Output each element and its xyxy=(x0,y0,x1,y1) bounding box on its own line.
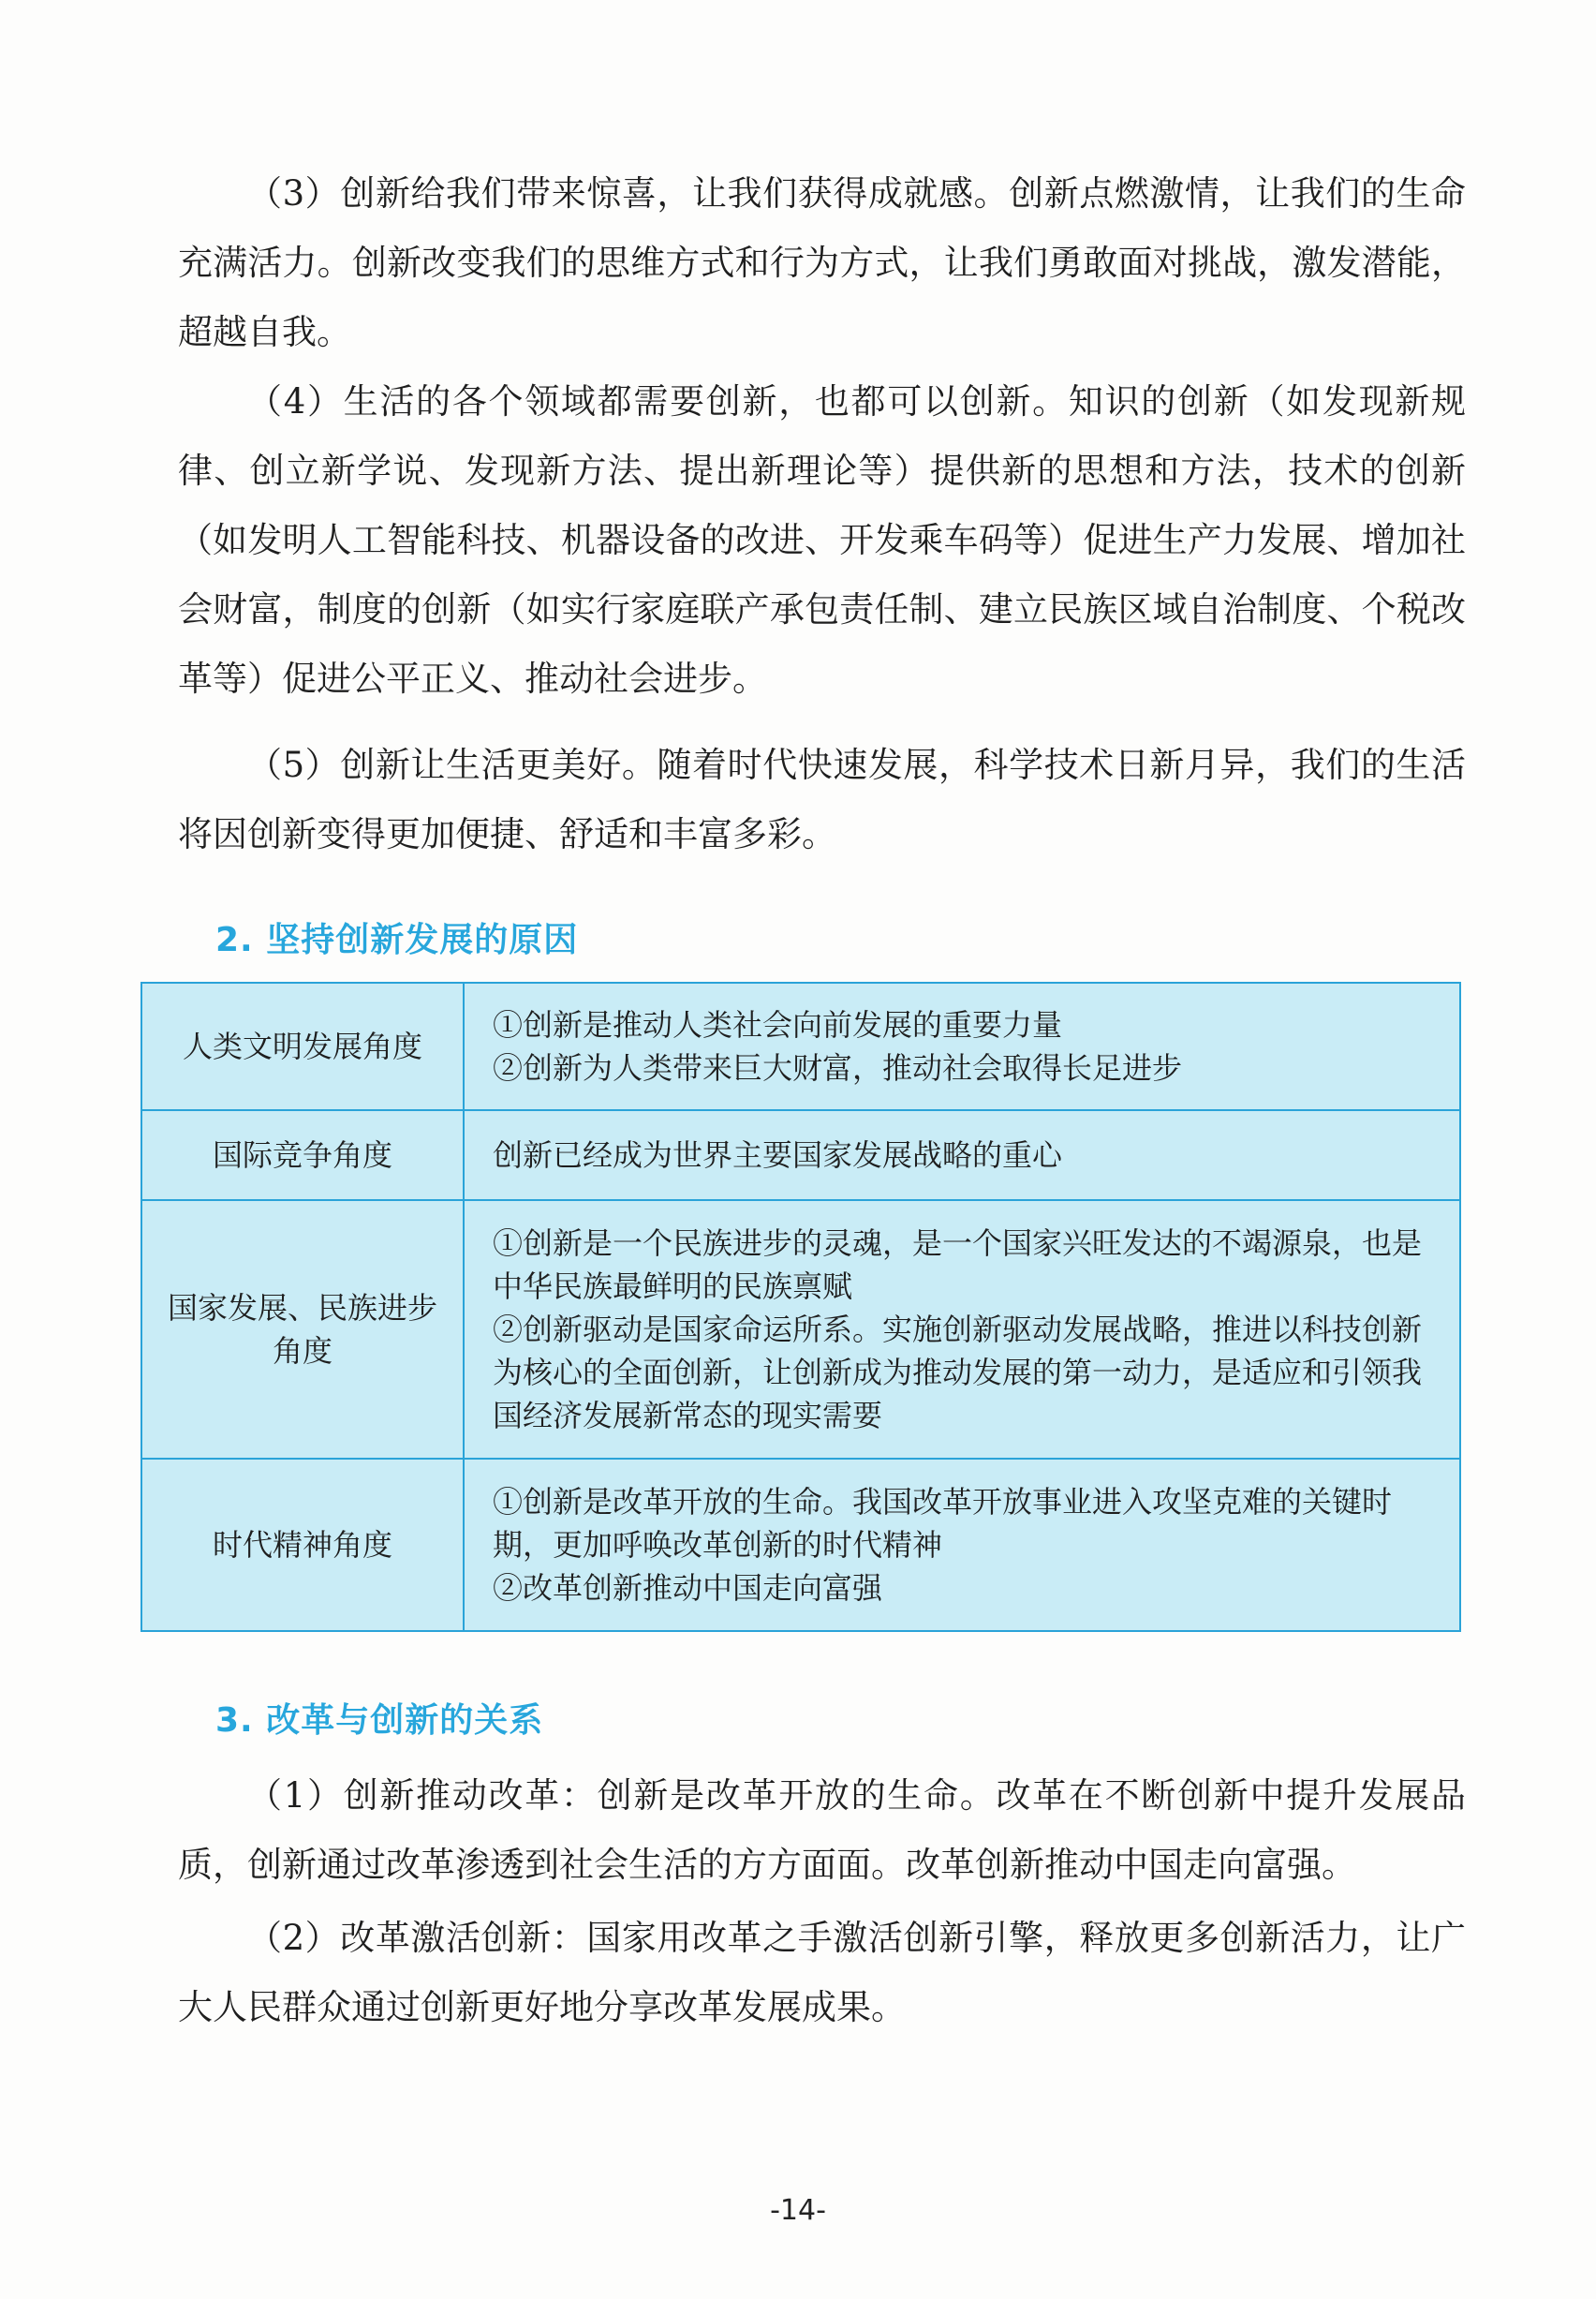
table-row xyxy=(141,1459,1460,1631)
content-line: ①创新是推动人类社会向前发展的重要力量 xyxy=(493,1007,1063,1043)
table-row xyxy=(141,983,1460,1110)
row-content xyxy=(464,1200,1460,1459)
section-heading-reform-innovation: 3. 改革与创新的关系 xyxy=(215,1701,544,1740)
table-row xyxy=(141,1110,1460,1200)
paragraph-reform-1: （1）创新推动改革：创新是改革开放的生命。改革在不断创新中提升发展品质，创新通过改革渗透到社会生活的方方面面。改革创新推动中国走向富强。 xyxy=(178,1775,1466,1885)
paragraph-reform-2: （2）改革激活创新：国家用改革之手激活创新引擎，释放更多创新活力，让广大人民群众通过创新更好地分享改革发展成果。 xyxy=(178,1918,1466,2027)
content-line: ①创新是一个民族进步的灵魂，是一个国家兴旺发达的不竭源泉，也是中华民族最鲜明的民族禀赋 xyxy=(493,1225,1423,1304)
page-number: -14- xyxy=(770,2194,826,2227)
section-heading-innovation-reasons: 2. 坚持创新发展的原因 xyxy=(215,921,579,959)
row-angle-label: 时代精神角度 xyxy=(141,1459,464,1631)
row-content xyxy=(464,1110,1460,1200)
content-line: ①创新是改革开放的生命。我国改革开放事业进入攻坚克难的关键时期，更加呼唤改革创新的时代精神 xyxy=(493,1484,1393,1563)
row-angle-label: 人类文明发展角度 xyxy=(141,983,464,1110)
content-line: ②改革创新推动中国走向富强 xyxy=(493,1570,883,1606)
row-angle-label: 国际竞争角度 xyxy=(141,1110,464,1200)
table-row xyxy=(141,1200,1460,1459)
paragraph-3: （3）创新给我们带来惊喜，让我们获得成就感。创新点燃激情，让我们的生命充满活力。创新改变我们的思维方式和行为方式，让我们勇敢面对挑战，激发潜能，超越自我。 xyxy=(178,173,1466,352)
content-line: ②创新驱动是国家命运所系。实施创新驱动发展战略，推进以科技创新为核心的全面创新，让创新成为推动发展的第一动力，是适应和引领我国经济发展新常态的现实需要 xyxy=(493,1312,1423,1433)
innovation-reasons-table xyxy=(140,982,1461,1632)
paragraph-4: （4）生活的各个领域都需要创新，也都可以创新。知识的创新（如发现新规律、创立新学说、发现新方法、提出新理论等）提供新的思想和方法，技术的创新（如发明人工智能科技、机器设备的改进、开发乘车码等）促进生产力发展、增加社会财富，制度的创新（如实行家庭联产承包责任制、建立民族区域自治制度、个税改革等）促进公平正义、推动社会进步。 xyxy=(178,381,1466,699)
row-angle-label: 国家发展、民族进步角度 xyxy=(141,1200,464,1459)
paragraph-5: （5）创新让生活更美好。随着时代快速发展，科学技术日新月异，我们的生活将因创新变得更加便捷、舒适和丰富多彩。 xyxy=(178,745,1466,854)
content-line: 创新已经成为世界主要国家发展战略的重心 xyxy=(493,1137,1063,1173)
row-content xyxy=(464,983,1460,1110)
content-line: ②创新为人类带来巨大财富，推动社会取得长足进步 xyxy=(493,1050,1183,1086)
row-content xyxy=(464,1459,1460,1631)
